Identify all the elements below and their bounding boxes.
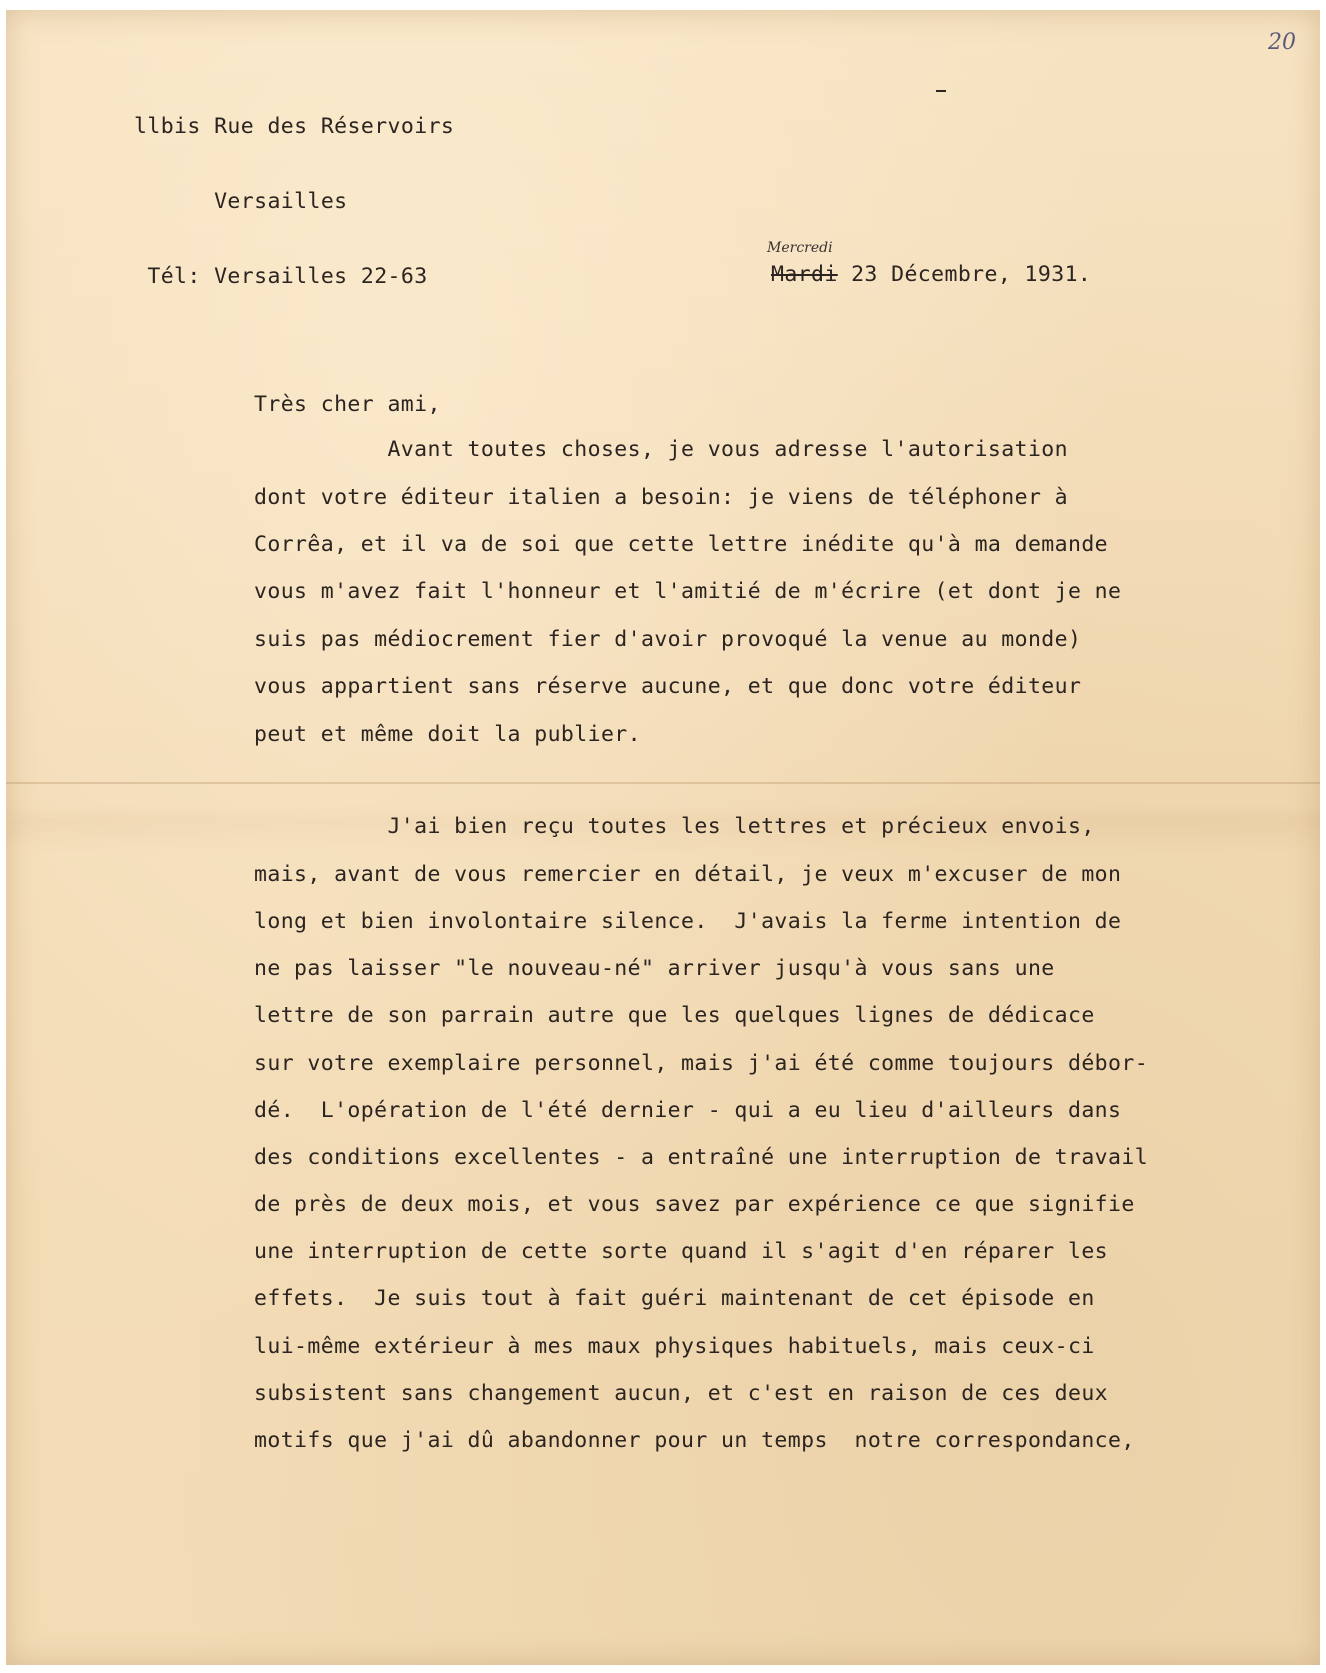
paragraph-line: subsistent sans changement aucun, et c'est en raison de ces deux xyxy=(254,1381,1109,1406)
paragraph-line: dont votre éditeur italien a besoin: je viens de téléphoner à xyxy=(254,485,1068,510)
paragraph-line: long et bien involontaire silence. J'avais la ferme intention de xyxy=(254,909,1122,934)
paragraph-line: sur votre exemplaire personnel, mais j'ai été comme toujours débor- xyxy=(254,1051,1149,1076)
salutation: Très cher ami, xyxy=(254,392,441,417)
date-handwritten-correction: Mercredi xyxy=(767,240,833,256)
address-line-city: Versailles xyxy=(134,189,348,214)
dash-mark xyxy=(936,90,946,92)
paragraph-line: peut et même doit la publier. xyxy=(254,722,641,747)
paragraph-line: vous m'avez fait l'honneur et l'amitié de m'écrire (et dont je ne xyxy=(254,579,1122,604)
paragraph-line: lettre de son parrain autre que les quelques lignes de dédicace xyxy=(254,1003,1095,1028)
paragraph-line: de près de deux mois, et vous savez par expérience ce que signifie xyxy=(254,1192,1135,1217)
letter-body xyxy=(254,392,1149,1453)
paragraph-line: des conditions excellentes - a entraîné une interruption de travail xyxy=(254,1145,1149,1170)
paragraph-line: mais, avant de vous remercier en détail, je veux m'excuser de mon xyxy=(254,862,1122,887)
letterhead-address xyxy=(134,64,454,339)
date-text: 23 Décembre, 1931. xyxy=(837,262,1092,287)
paragraph-line: Corrêa, et il va de soi que cette lettre inédite qu'à ma demande xyxy=(254,532,1109,557)
paragraph-line: ne pas laisser "le nouveau-né" arriver jusqu'à vous sans une xyxy=(254,956,1055,981)
date-struck-word: Mardi xyxy=(771,262,838,287)
paragraph-line: suis pas médiocrement fier d'avoir provoqué la venue au monde) xyxy=(254,627,1082,652)
paragraph-line: une interruption de cette sorte quand il s'agit d'en réparer les xyxy=(254,1239,1109,1264)
paragraph-line: dé. L'opération de l'été dernier - qui a eu lieu d'ailleurs dans xyxy=(254,1098,1122,1123)
paragraph-line: motifs que j'ai dû abandonner pour un temps notre correspondance, xyxy=(254,1428,1135,1453)
letter-date xyxy=(771,262,1091,287)
address-line-street: llbis Rue des Réservoirs xyxy=(134,114,455,139)
paragraph-line: effets. Je suis tout à fait guéri maintenant de cet épisode en xyxy=(254,1286,1095,1311)
paragraph-line: vous appartient sans réserve aucune, et que donc votre éditeur xyxy=(254,674,1082,699)
paragraph-line: J'ai bien reçu toutes les lettres et précieux envois, xyxy=(254,814,1095,839)
paragraph-line: Avant toutes choses, je vous adresse l'autorisation xyxy=(254,437,1068,462)
page-number: 20 xyxy=(1268,30,1296,55)
address-line-phone: Tél: Versailles 22-63 xyxy=(134,264,428,289)
letter-page xyxy=(6,10,1320,1665)
paper-fold xyxy=(6,782,1320,784)
paragraph-line: lui-même extérieur à mes maux physiques habituels, mais ceux-ci xyxy=(254,1334,1095,1359)
